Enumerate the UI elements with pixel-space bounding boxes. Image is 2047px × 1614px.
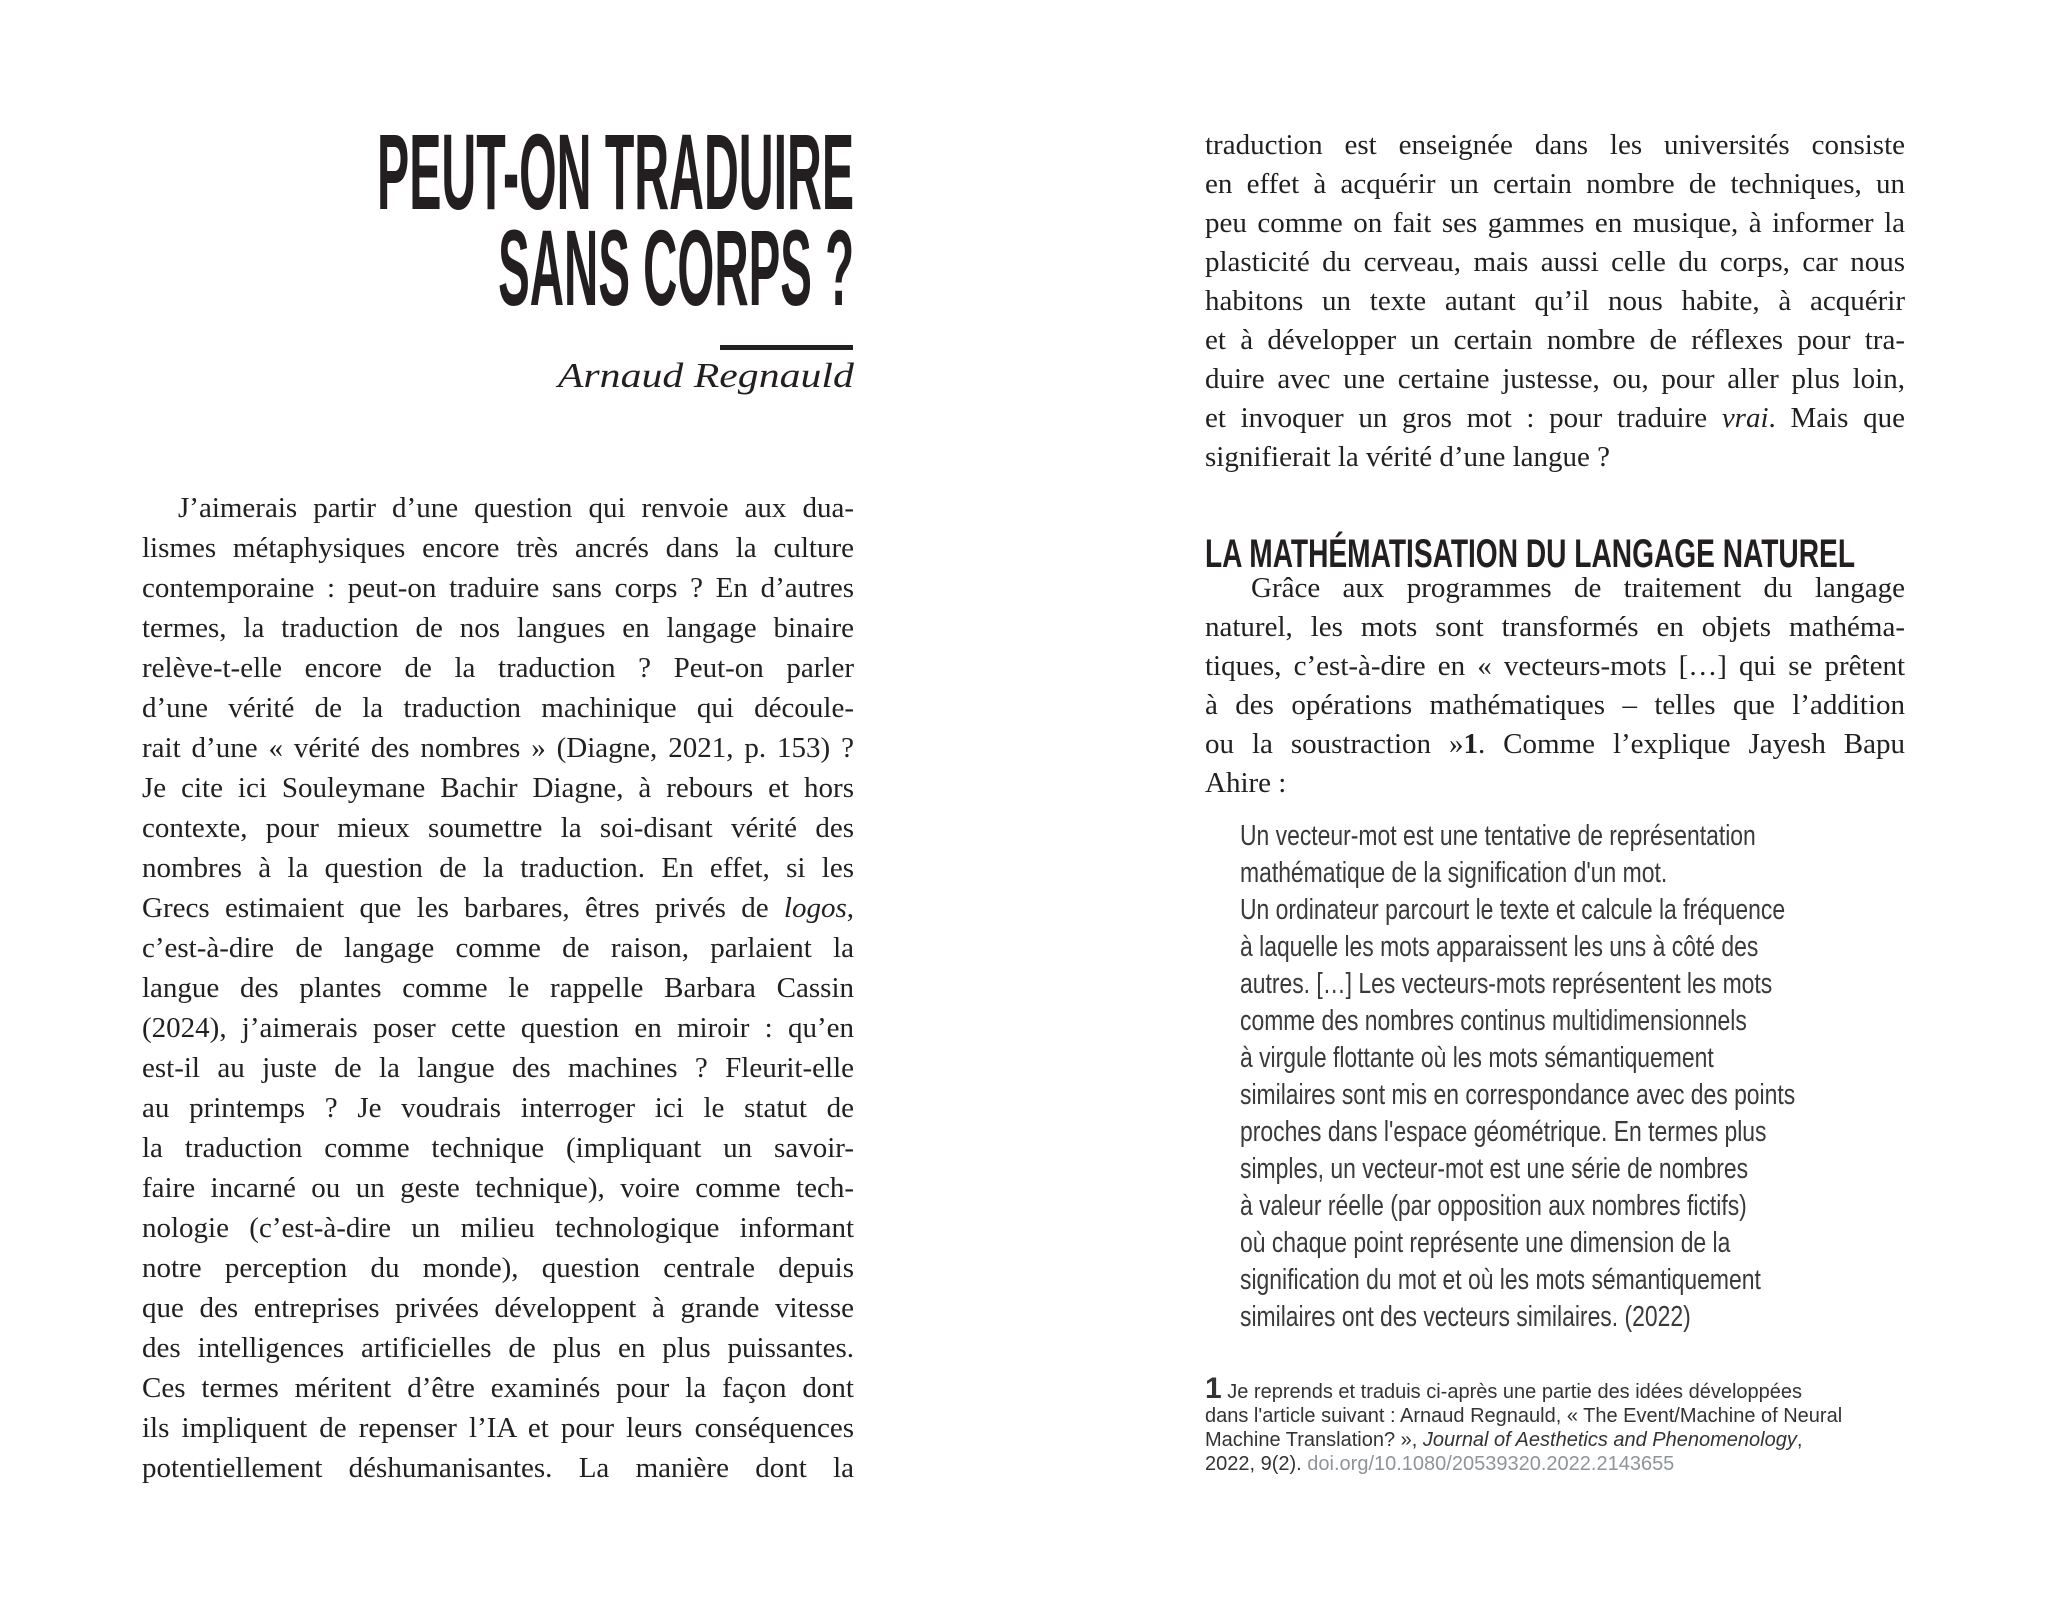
- title-text-1: PEUT-ON TRADUIRE: [377, 111, 854, 232]
- text-line: ils impliquent de repenser l’IA et pour leurs conséquences: [142, 1412, 854, 1444]
- text-line: et à développer un certain nombre de réflexes pour tra-: [1205, 324, 1905, 356]
- text-line: faire incarné ou un geste technique), voire comme tech-: [142, 1172, 854, 1204]
- text-line: Je cite ici Souleymane Bachir Diagne, à rebours et hors: [142, 772, 854, 804]
- text-line: signification du mot et où les mots sémantiquement: [1240, 1264, 1761, 1296]
- text-line: habitons un texte autant qu’il nous habite, à acquérir: [1205, 285, 1905, 317]
- left-column: [142, 0, 854, 1614]
- text-line: autres. […] Les vecteurs-mots représentent les mots: [1240, 968, 1773, 1000]
- text-line: notre perception du monde), question centrale depuis: [142, 1252, 854, 1284]
- text-line: J’aimerais partir d’une question qui renvoie aux dua-: [178, 492, 854, 524]
- title-text-2: SANS CORPS ?: [498, 207, 854, 328]
- title-line-1: [0, 111, 854, 232]
- text-line: Grâce aux programmes de traitement du langage: [1251, 572, 1905, 604]
- text-line: à valeur réelle (par opposition aux nombres fictifs): [1240, 1190, 1747, 1222]
- text-line: Ahire :: [1205, 767, 1287, 799]
- title-line-2: [0, 207, 854, 328]
- text-line: lismes métaphysiques encore très ancrés dans la culture: [142, 532, 854, 564]
- footnote: [1205, 1372, 1950, 1476]
- text-line: proches dans l'espace géométrique. En termes plus: [1240, 1116, 1767, 1148]
- text-line: à virgule flottante où les mots sémantiquement: [1240, 1042, 1714, 1074]
- text-line: (2024), j’aimerais poser cette question en miroir : qu’en: [142, 1012, 854, 1044]
- text-line: langue des plantes comme le rappelle Barbara Cassin: [142, 972, 854, 1004]
- text-line: contexte, pour mieux soumettre la soi-disant vérité des: [142, 812, 854, 844]
- text-line: au printemps ? Je voudrais interroger ici le statut de: [142, 1092, 854, 1124]
- title-divider-rule: [720, 345, 853, 350]
- text-line: Un vecteur-mot est une tentative de représentation: [1240, 820, 1756, 852]
- text-line: signifierait la vérité d’une langue ?: [1205, 441, 1611, 473]
- text-line: rait d’une « vérité des nombres » (Diagne, 2021, p. 153) ?: [142, 732, 854, 764]
- blockquote: [1240, 818, 1896, 1336]
- text-line: mathématique de la signification d'un mot.: [1240, 857, 1668, 889]
- text-line: c’est-à-dire de langage comme de raison, parlaient la: [142, 932, 854, 964]
- text-line: dans l'article suivant : Arnaud Regnauld, « The Event/Machine of Neural: [1205, 1405, 1843, 1427]
- section-heading-text: LA MATHÉMATISATION DU LANGAGE NATUREL: [1205, 532, 1855, 576]
- text-line: et invoquer un gros mot : pour traduire vrai. Mais que: [1205, 402, 1905, 434]
- text-line: relève-t-elle encore de la traduction ? Peut-on parler: [142, 652, 854, 684]
- text-line: plasticité du cerveau, mais aussi celle du corps, car nous: [1205, 246, 1905, 278]
- text-line: simples, un vecteur-mot est une série de nombres: [1240, 1153, 1749, 1185]
- text-line: à des opérations mathématiques – telles que l’addition: [1205, 689, 1905, 721]
- opening-paragraph: [1205, 126, 1905, 477]
- text-line: d’une vérité de la traduction machinique qui découle-: [142, 692, 854, 724]
- text-line: nologie (c’est-à-dire un milieu technologique informant: [142, 1212, 854, 1244]
- text-line: tiques, c’est-à-dire en « vecteurs-mots […] qui se prêtent: [1205, 650, 1905, 682]
- text-line: traduction est enseignée dans les universités consiste: [1205, 129, 1905, 161]
- left-column-text: [142, 488, 854, 1488]
- text-line: 2022, 9(2). doi.org/10.1080/20539320.2022.2143655: [1205, 1453, 1675, 1475]
- text-line: duire avec une certaine justesse, ou, pour aller plus loin,: [1205, 363, 1905, 395]
- text-line: Ces termes méritent d’être examinés pour la façon dont: [142, 1372, 854, 1404]
- text-line: à laquelle les mots apparaissent les uns à côté des: [1240, 931, 1759, 963]
- text-line: potentiellement déshumanisantes. La manière dont la: [142, 1452, 854, 1484]
- text-line: des intelligences artificielles de plus en plus puissantes.: [142, 1332, 854, 1364]
- text-line: la traduction comme technique (impliquant un savoir-: [142, 1132, 854, 1164]
- text-line: peu comme on fait ses gammes en musique, à informer la: [1205, 207, 1905, 239]
- text-line: où chaque point représente une dimension de la: [1240, 1227, 1731, 1259]
- text-line: en effet à acquérir un certain nombre de techniques, un: [1205, 168, 1905, 200]
- text-line: est-il au juste de la langue des machines ? Fleurit-elle: [142, 1052, 854, 1084]
- text-line: Grecs estimaient que les barbares, êtres privés de logos,: [142, 892, 854, 924]
- text-line: ou la soustraction »1. Comme l’explique Jayesh Bapu: [1205, 728, 1905, 760]
- text-line: nombres à la question de la traduction. En effet, si les: [142, 852, 854, 884]
- text-line: 1 Je reprends et traduis ci-après une partie des idées développées: [1205, 1372, 1803, 1405]
- author-name: [558, 356, 854, 396]
- section-paragraph: [1205, 569, 1905, 803]
- text-line: Machine Translation? », Journal of Aesthetics and Phenomenology,: [1205, 1429, 1803, 1451]
- text-line: contemporaine : peut-on traduire sans corps ? En d’autres: [142, 572, 854, 604]
- text-line: similaires sont mis en correspondance avec des points: [1240, 1079, 1796, 1111]
- text-line: que des entreprises privées développent à grande vitesse: [142, 1292, 854, 1324]
- author-text: Arnaud Regnauld: [558, 356, 854, 395]
- text-line: termes, la traduction de nos langues en langage binaire: [142, 612, 854, 644]
- doi-link[interactable]: doi.org/10.1080/20539320.2022.2143655: [1307, 1453, 1675, 1475]
- text-line: comme des nombres continus multidimensionnels: [1240, 1005, 1747, 1037]
- text-line: similaires ont des vecteurs similaires. (2022): [1240, 1301, 1691, 1333]
- text-line: Un ordinateur parcourt le texte et calcule la fréquence: [1240, 894, 1786, 926]
- right-column: [1205, 0, 1905, 1614]
- text-line: naturel, les mots sont transformés en objets mathéma-: [1205, 611, 1905, 643]
- article-title: [0, 111, 854, 328]
